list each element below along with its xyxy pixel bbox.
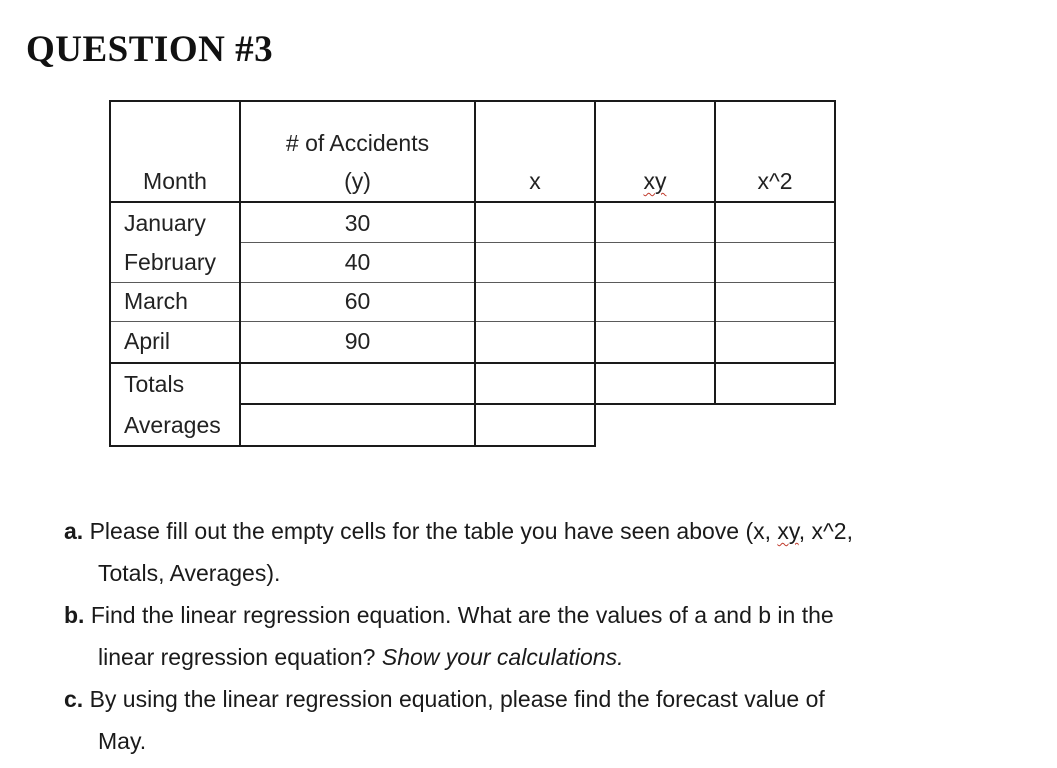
- page-title: QUESTION #3: [26, 29, 274, 70]
- table-border-top: [109, 100, 835, 102]
- row-month-march: March: [124, 288, 188, 314]
- table-row-divider: [109, 362, 835, 364]
- question-a-line2: Totals, Averages).: [98, 560, 281, 586]
- row-month-february: February: [124, 249, 217, 275]
- header-accidents-y: (y): [344, 168, 371, 194]
- row-month-april: April: [124, 328, 171, 354]
- header-xy: [596, 168, 714, 195]
- header-xy-text: xy: [643, 168, 667, 194]
- row-y-january: 30: [344, 210, 371, 236]
- question-c-line2: May.: [98, 728, 147, 754]
- question-a-text-pre: Please fill out the empty cells for the table you have seen above (x,: [89, 518, 778, 544]
- table-totals-bottom: [240, 403, 835, 405]
- question-b-line2: linear regression equation?: [98, 644, 376, 670]
- question-b-line1: Find the linear regression equation. What are the values of a and b in the: [90, 602, 834, 628]
- row-month-january: January: [124, 210, 206, 236]
- table-row-divider: [240, 242, 835, 243]
- table-averages-bottom: [109, 445, 595, 447]
- table-row-divider: [109, 321, 835, 322]
- table-header-divider: [109, 201, 835, 203]
- header-accidents: # of Accidents: [285, 130, 430, 156]
- header-x-squared: x^2: [757, 168, 793, 194]
- header-month: Month: [143, 168, 207, 194]
- question-a-letter: a.: [64, 518, 84, 544]
- row-y-april: 90: [344, 328, 371, 354]
- question-b-letter: b.: [64, 602, 85, 628]
- table-col-divider: [594, 100, 596, 447]
- table-col-divider: [714, 100, 716, 405]
- table-row-divider: [109, 282, 835, 283]
- row-y-march: 60: [344, 288, 371, 314]
- row-averages-label: Averages: [124, 412, 221, 438]
- table-border-right: [834, 100, 836, 405]
- question-b-line2-italic: Show your calculations.: [381, 644, 624, 670]
- question-c-line1: By using the linear regression equation, please find the forecast value of: [89, 686, 825, 712]
- question-a: [64, 510, 964, 594]
- question-c: [64, 678, 964, 762]
- table-border-left: [109, 100, 111, 447]
- question-list: [64, 510, 964, 762]
- question-b: [64, 594, 964, 678]
- header-x: x: [529, 168, 541, 194]
- question-a-xy: xy: [777, 518, 799, 544]
- question-c-letter: c.: [64, 686, 84, 712]
- table-col-divider: [474, 100, 476, 447]
- row-totals-label: Totals: [124, 371, 185, 397]
- question-b-line2-wrap: [64, 636, 964, 678]
- row-y-february: 40: [344, 249, 371, 275]
- question-a-text-post: , x^2,: [798, 518, 853, 544]
